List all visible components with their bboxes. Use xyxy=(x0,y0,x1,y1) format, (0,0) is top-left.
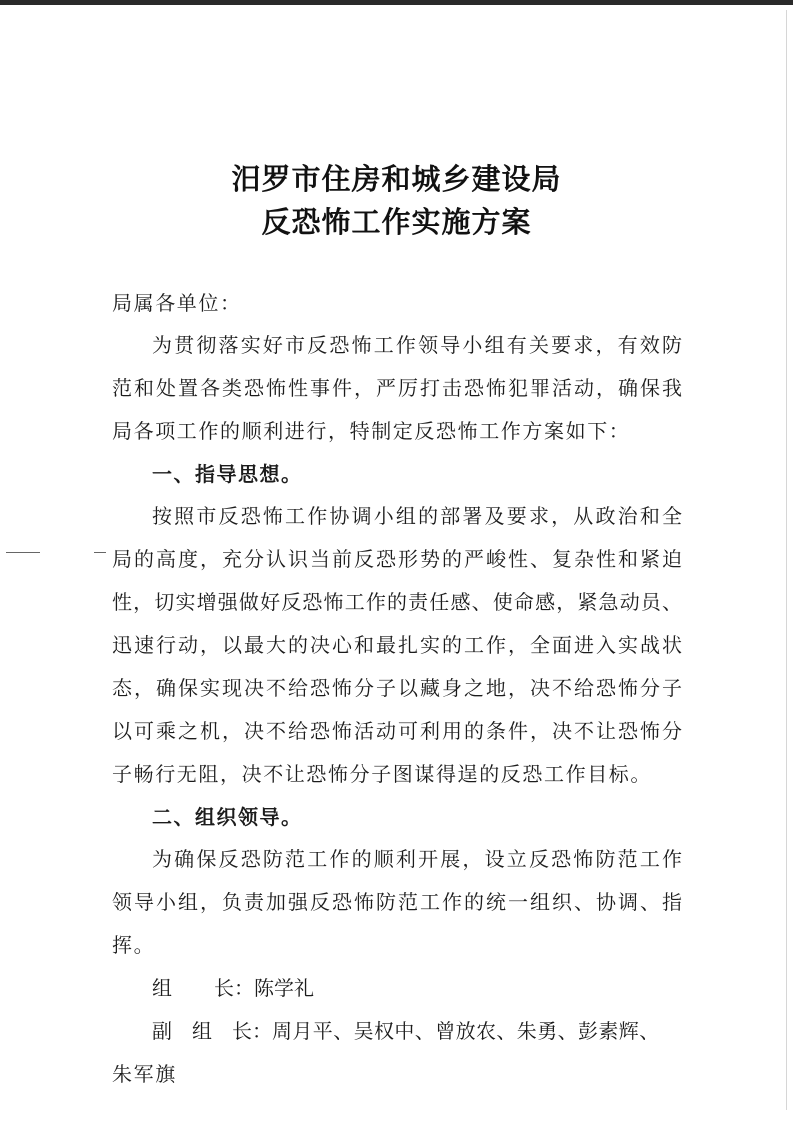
scan-edge-top xyxy=(0,0,793,5)
roster-leader-row xyxy=(152,974,314,1002)
section-1-heading: 一、指导思想。 xyxy=(152,462,303,486)
section-1-line-3: 性，切实增强做好反恐怖工作的责任感、使命感，紧急动员、 xyxy=(112,590,682,614)
roster-deputy-names-line-2: 朱军旗 xyxy=(112,1062,177,1086)
section-1-line-1: 按照市反恐怖工作协调小组的部署及要求，从政治和全 xyxy=(152,504,682,528)
section-1-line-2: 局的高度，充分认识当前反恐形势的严峻性、复杂性和紧迫 xyxy=(112,547,682,571)
roster-leader-role-char2: 长： xyxy=(214,976,254,1000)
section-1-line-5: 态，确保实现决不给恐怖分子以藏身之地，决不给恐怖分子 xyxy=(112,676,682,700)
roster-deputy-role-char2: 组 xyxy=(192,1019,212,1043)
roster-deputy-role-char3: 长： xyxy=(232,1019,272,1043)
scan-mark-left xyxy=(6,552,40,553)
roster-leader-role-char1: 组 xyxy=(152,976,172,1000)
section-2-line-3: 挥。 xyxy=(112,933,156,957)
salutation: 局属各单位： xyxy=(112,291,242,315)
section-1-line-7: 子畅行无阻，决不让恐怖分子图谋得逞的反恐工作目标。 xyxy=(112,762,652,786)
scan-mark-left-short xyxy=(94,552,106,553)
section-1-line-4: 迅速行动，以最大的决心和最扎实的工作，全面进入实战状 xyxy=(112,633,682,657)
section-1-line-6: 以可乘之机，决不给恐怖活动可利用的条件，决不让恐怖分 xyxy=(112,719,682,743)
document-title-line-2: 反恐怖工作实施方案 xyxy=(261,205,532,239)
section-2-line-1: 为确保反恐防范工作的顺利开展，设立反恐怖防范工作 xyxy=(152,847,682,871)
intro-line-2: 范和处置各类恐怖性事件，严厉打击恐怖犯罪活动，确保我 xyxy=(112,376,682,400)
section-2-heading: 二、组织领导。 xyxy=(152,805,303,829)
roster-deputy-role-char1: 副 xyxy=(152,1019,172,1043)
intro-line-1: 为贯彻落实好市反恐怖工作领导小组有关要求，有效防 xyxy=(152,333,682,357)
section-2-line-2: 领导小组，负责加强反恐怖防范工作的统一组织、协调、指 xyxy=(112,890,682,914)
roster-deputy-row xyxy=(152,1017,660,1045)
roster-leader-name: 陈学礼 xyxy=(254,976,314,1000)
document-title-line-1: 汨罗市住房和城乡建设局 xyxy=(231,162,562,196)
intro-line-3: 局各项工作的顺利进行，特制定反恐怖工作方案如下： xyxy=(112,419,631,443)
roster-deputy-names-line-1: 周月平、吴权中、曾放农、朱勇、彭素辉、 xyxy=(272,1019,660,1043)
